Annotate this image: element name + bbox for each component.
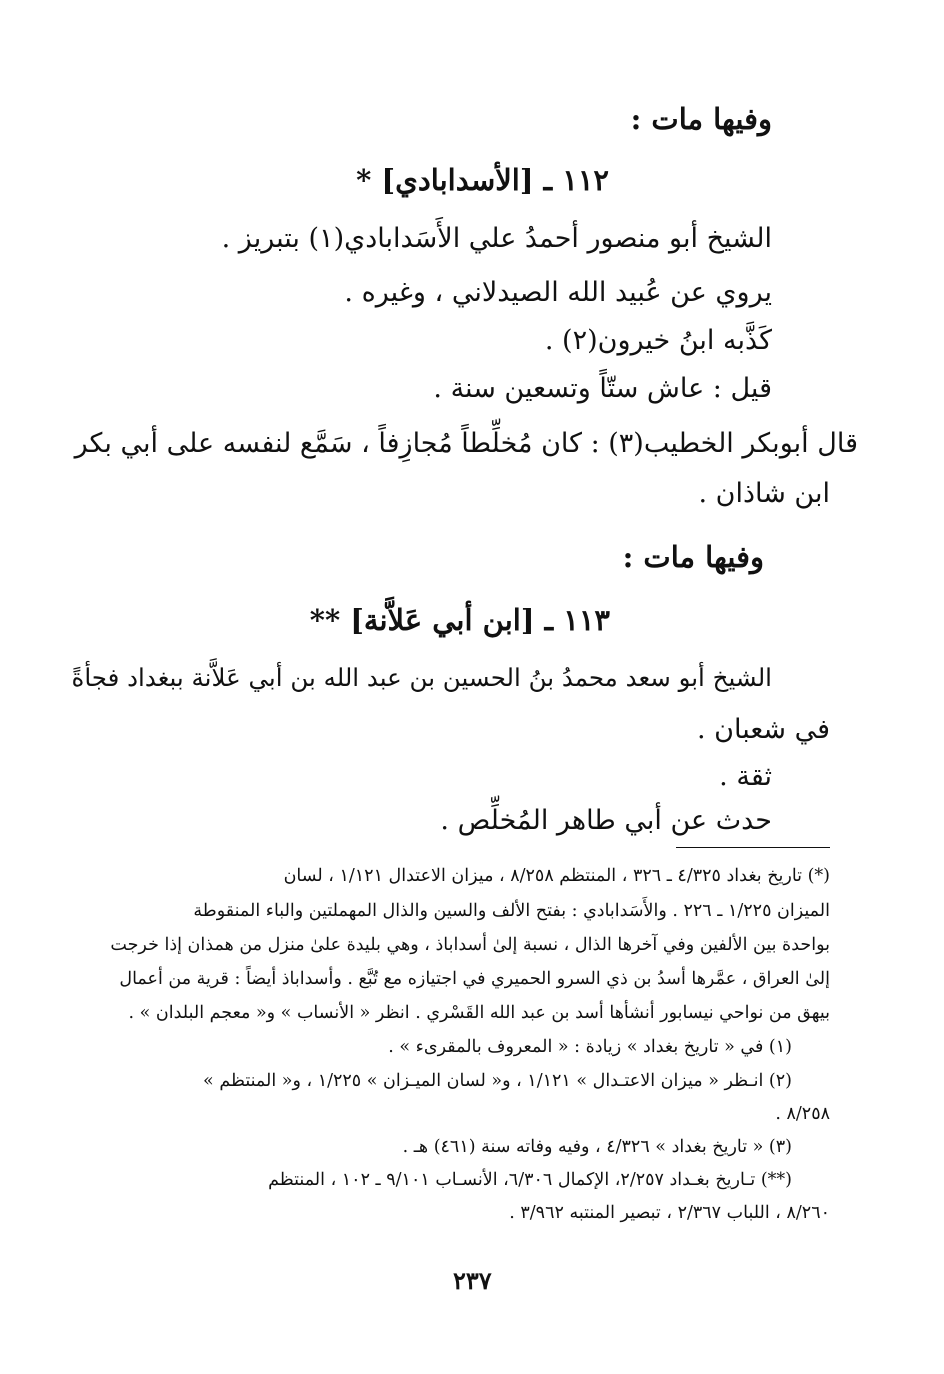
entry-text-line: يروي عن عُبيد الله الصيدلاني ، وغيره . bbox=[344, 277, 772, 308]
footnote-separator bbox=[676, 847, 830, 848]
entry-text-line: حدث عن أبي طاهر المُخلِّص . bbox=[440, 805, 772, 836]
entry-text-line: كَذَّبه ابنُ خيرون(٢) . bbox=[544, 325, 772, 356]
footnote-line: (٣) « تاريخ بغداد » ٤/٣٢٦ ، وفيه وفاته سنة (٤٦١) هـ . bbox=[402, 1137, 792, 1157]
footnote-line: (**) تـاريخ بغـداد ٢/٢٥٧، الإكمال ٦/٣٠٦، الأنسـاب ٩/١٠١ ـ ١٠٢ ، المنتظم bbox=[268, 1170, 792, 1190]
entry-heading: ١١٣ ـ [ابن أبي عَلاَّنة] ** bbox=[309, 603, 610, 637]
footnote-line: بيهق من نواحي نيسابور أنشأها أسد بن عبد الله القَسْري . انظر « الأنساب » و« معجم البلدان » . bbox=[128, 1003, 830, 1023]
section-intro: وفيها مات : bbox=[630, 102, 772, 136]
entry-text-line: قال أبوبكر الخطيب(٣) : كان مُخلِّطاً مُجازِفاً ، سَمَّع لنفسه على أبي بكر bbox=[74, 428, 858, 459]
entry-text-line: ثقة . bbox=[719, 761, 772, 792]
footnote-line: ٨/٢٦٠ ، اللباب ٢/٣٦٧ ، تبصير المنتبه ٣/٩٦٢ . bbox=[509, 1203, 830, 1223]
entry-text-line: الشيخ أبو سعد محمدُ بنُ الحسين بن عبد الله بن أبي عَلاَّنة ببغداد فجأةً bbox=[71, 663, 772, 692]
entry-text-line: في شعبان . bbox=[696, 714, 830, 745]
footnote-line: ٨/٢٥٨ . bbox=[775, 1104, 830, 1124]
footnote-line: (١) في « تاريخ بغداد » زيادة : « المعروف بالمقرىء » . bbox=[388, 1037, 792, 1057]
entry-text-line: قيل : عاش ستّاً وتسعين سنة . bbox=[433, 373, 772, 404]
section-intro: وفيها مات : bbox=[622, 540, 764, 574]
footnote-line: بواحدة بين الألفين وفي آخرها الذال ، نسبة إلىٰ أسداباذ ، وهي بليدة علىٰ منزل من همذان إذا خرجت bbox=[110, 935, 830, 955]
entry-text-line: الشيخ أبو منصور أحمدُ علي الأَسَدابادي(١) بتبريز . bbox=[221, 223, 772, 254]
page-number: ٢٣٧ bbox=[453, 1266, 492, 1295]
entry-heading: ١١٢ ـ [الأسدابادي] * bbox=[356, 163, 609, 197]
footnote-line: (٢) انـظر « ميزان الاعتـدال » ١/١٢١ ، و« لسان الميـزان » ١/٢٢٥ ، و« المنتظم » bbox=[203, 1071, 792, 1091]
footnote-line: الميزان ١/٢٢٥ ـ ٢٢٦ . والأَسَدابادي : بفتح الألف والسين والذال المهملتين والباء المنقوطة bbox=[193, 901, 830, 921]
footnote-line: (*) تاريخ بغداد ٤/٣٢٥ ـ ٣٢٦ ، المنتظم ٨/٢٥٨ ، ميزان الاعتدال ١/١٢١ ، لسان bbox=[283, 866, 830, 886]
footnote-line: إلىٰ العراق ، عمَّرها أسدُ بن ذي السرو الحميري في اجتيازه مع تُبَّع . وأسداباذ أيضاً : قرية من أعمال bbox=[119, 969, 830, 989]
entry-text-line: ابن شاذان . bbox=[698, 478, 830, 509]
